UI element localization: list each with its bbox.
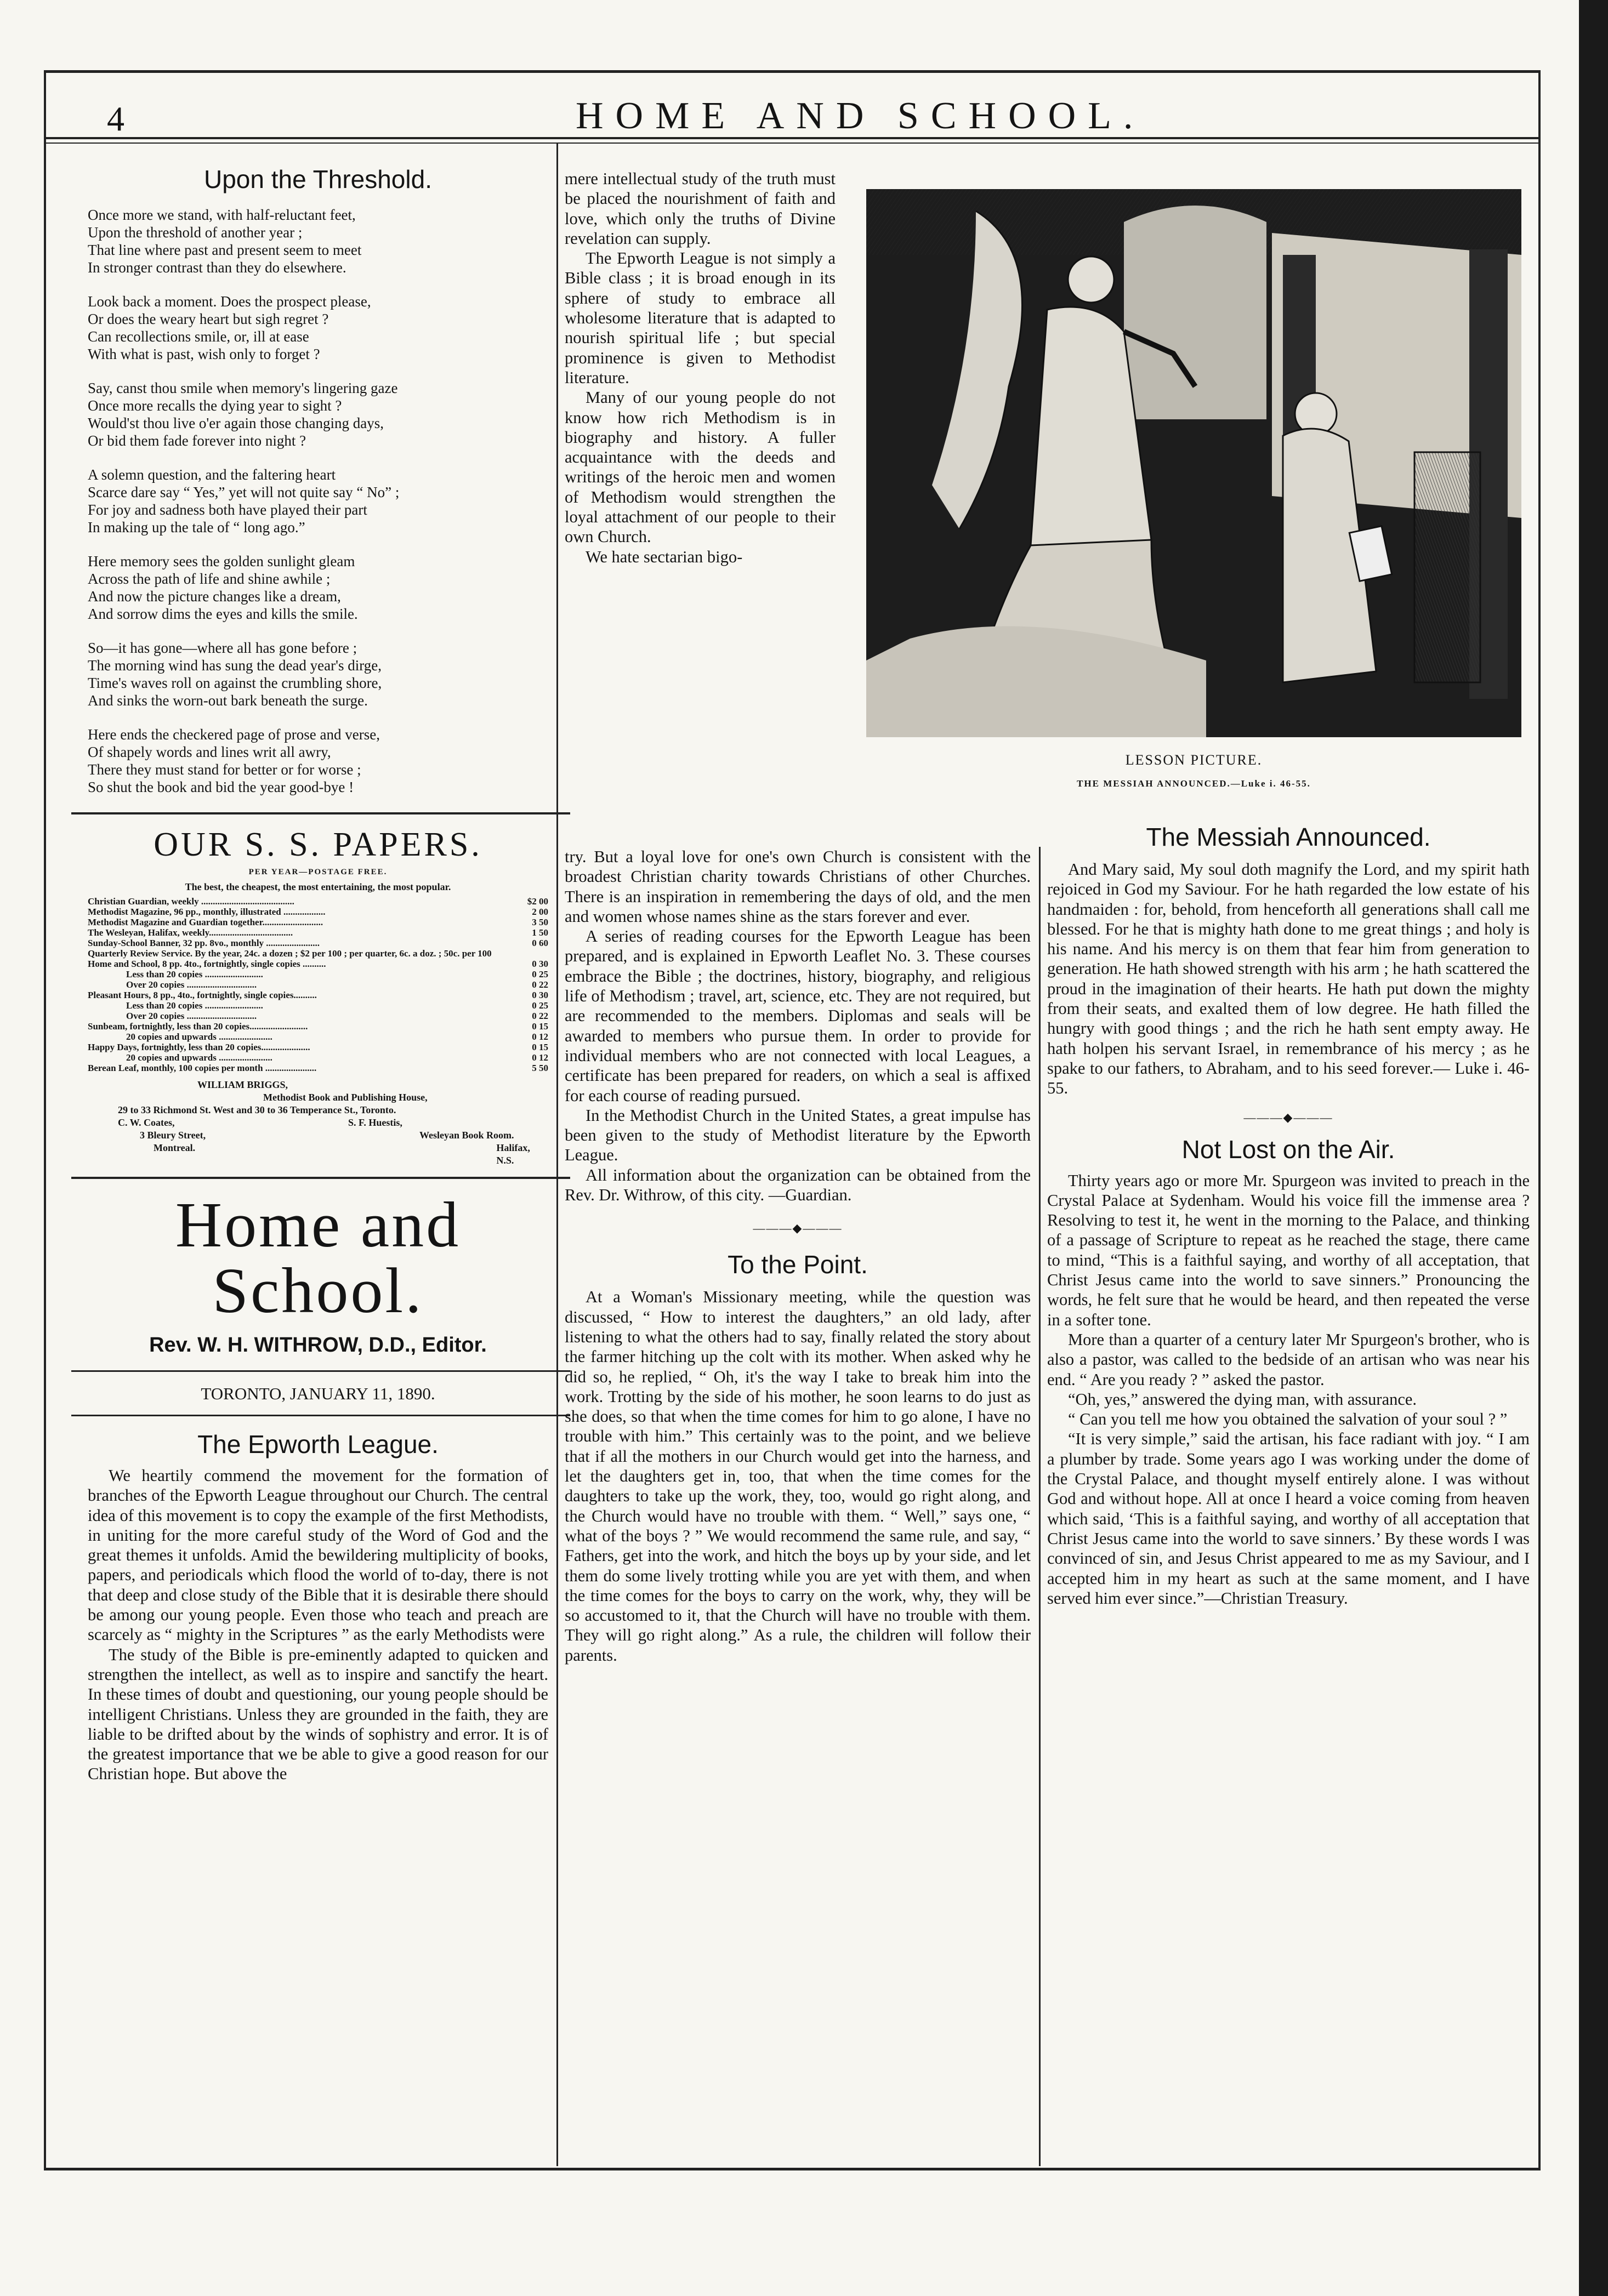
masthead-rule-bottom (71, 1415, 570, 1416)
paragraph: try. But a loyal love for one's own Church is consistent with the broadest Christian charity towards Christians of other Churches. There is an inspiration in remembering the days of old, and the men and women whose names shine as the stars forever and ever. (565, 847, 1031, 926)
price-row (88, 990, 548, 1000)
column-rule-1 (556, 144, 558, 2166)
price-row (88, 969, 548, 979)
price-row (88, 1011, 548, 1021)
column-1 (88, 164, 548, 1784)
masthead-rule-top (71, 1177, 570, 1179)
epworth-col2-narrow (565, 169, 836, 567)
paper-name: Pleasant Hours, 8 pp., 4to., fortnightly, single copies.......... (88, 990, 317, 1000)
paragraph: mere intellectual study of the truth must be placed the nourishment of faith and love, which only the truths of Divine revelation can supply. (565, 169, 836, 248)
price-row (88, 948, 548, 959)
poem-stanza (88, 206, 548, 276)
paper-name: Less than 20 copies ......................... (126, 969, 263, 979)
paragraph: We hate sectarian bigo- (586, 547, 743, 566)
paragraph: Many of our young people do not know how rich Methodism is in biography and history. A fuller acquaintance with the deeds and writings of the heroic men and women of Methodism would strengthen the loyal attachment of our people to their own Church. (565, 388, 836, 546)
section-divider: ———◆——— (753, 1221, 843, 1235)
price-row (88, 959, 548, 969)
poem-line: Here ends the checkered page of prose and verse, (88, 726, 380, 743)
publisher-name: WILLIAM BRIGGS, (197, 1079, 288, 1090)
column-2-lower (565, 847, 1031, 1665)
paper-price: 0 15 (532, 1042, 548, 1052)
price-row (88, 927, 548, 938)
agent-left-city: Montreal. (154, 1142, 196, 1153)
paper-price (515, 948, 548, 959)
paper-price: 0 25 (532, 969, 548, 979)
poem-stanza (88, 466, 548, 536)
agents-row-1 (88, 1116, 548, 1129)
paper-name: The Wesleyan, Halifax, weekly.................................... (88, 927, 293, 938)
publisher-address: 29 to 33 Richmond St. West and 30 to 36 Temperance St., Toronto. (118, 1104, 396, 1115)
left-border-rule (44, 70, 46, 2170)
not-lost-text (1047, 1171, 1530, 1609)
agent-right-city: Halifax, N.S. (496, 1142, 530, 1166)
top-border-rule (44, 70, 1541, 73)
papers-subtitle: PER YEAR—POSTAGE FREE. (248, 868, 388, 876)
paper-price: 0 30 (532, 959, 548, 969)
poem-stanza (88, 552, 548, 623)
bottom-border-rule (44, 2168, 1541, 2170)
price-row (88, 1042, 548, 1052)
newspaper-title: HOME AND SCHOOL. (576, 95, 1145, 137)
paper-name: Christian Guardian, weekly ........................................ (88, 896, 294, 907)
scan-edge-shadow (1579, 0, 1608, 2296)
paper-name: Sunbeam, fortnightly, less than 20 copies......................... (88, 1021, 308, 1032)
poem-line: And sorrow dims the eyes and kills the smile. (88, 606, 358, 622)
paper-price: 5 50 (532, 1063, 548, 1073)
messiah-text (1047, 859, 1530, 1098)
agent-right: S. F. Huestis, (348, 1117, 402, 1128)
paper-name: 20 copies and upwards ....................... (126, 1032, 272, 1042)
agent-right-address: Wesleyan Book Room. (419, 1130, 514, 1141)
poem-line: Across the path of life and shine awhile ; (88, 571, 331, 587)
paper-name: Over 20 copies .............................. (126, 979, 257, 990)
poem-line: With what is past, wish only to forget ? (88, 346, 320, 362)
to-the-point-text (565, 1287, 1031, 1665)
paper-name: Quarterly Review Service. By the year, 24c. a dozen ; $2 per 100 ; per quarter, 6c. a doz. ; 50c. per 100 (88, 948, 492, 959)
paper-name: Over 20 copies .............................. (126, 1011, 257, 1021)
price-row (88, 1032, 548, 1042)
poem-line: Time's waves roll on against the crumbling shore, (88, 675, 382, 691)
paragraph: “Oh, yes,” answered the dying man, with assurance. (1068, 1389, 1417, 1409)
header-rule-thin (44, 143, 1541, 144)
poem-line: Scarce dare say “ Yes,” yet will not quite say “ No” ; (88, 484, 400, 500)
poem-line: The morning wind has sung the dead year's dirge, (88, 657, 382, 674)
paper-price: 1 50 (532, 927, 548, 938)
paragraph: “ Can you tell me how you obtained the salvation of your soul ? ” (1068, 1410, 1508, 1429)
price-table (88, 896, 548, 1073)
column-3 (1047, 822, 1530, 1608)
paper-price: 2 00 (532, 907, 548, 917)
poem-line: Look back a moment. Does the prospect please, (88, 293, 371, 310)
poem-line: There they must stand for better or for worse ; (88, 761, 361, 778)
paper-name: Berean Leaf, monthly, 100 copies per month ...................... (88, 1063, 317, 1073)
poem-stanza (88, 293, 548, 363)
page-number: 4 (107, 99, 124, 138)
paper-name: Happy Days, fortnightly, less than 20 copies..................... (88, 1042, 310, 1052)
publisher-house: Methodist Book and Publishing House, (263, 1092, 428, 1103)
paper-price: 0 15 (532, 1021, 548, 1032)
publisher-block (88, 1079, 548, 1167)
paper-name: Methodist Magazine and Guardian together.......................... (88, 917, 323, 927)
poem-stanza (88, 639, 548, 709)
poem-line: For joy and sadness both have played their part (88, 502, 367, 518)
paragraph: “It is very simple,” said the artisan, his face radiant with joy. “ I am a plumber by trade. Some years ago I was working under the dome of the Crystal Palace, and thought myself entirely alone. I was without God and without hope. All at once I heard a voice coming from heaven which said, ‘This is a faithful saying, and worthy of all acceptation that Christ Jesus came into the world to save sinners.’ By these words I was convinced of sin, and Jesus Christ appeared to me as my Saviour, and I accepted him in my heart as such at the same moment, and I have served him ever since.”—Christian Treasury. (1047, 1429, 1530, 1608)
section-divider-2: ———◆——— (1243, 1110, 1333, 1124)
paper-price: 0 25 (532, 1000, 548, 1011)
poem-line: That line where past and present seem to meet (88, 242, 362, 258)
poem-stanza (88, 379, 548, 449)
poem-line: Or does the weary heart but sigh regret ? (88, 311, 329, 327)
paragraph: And Mary said, My soul doth magnify the Lord, and my spirit hath rejoiced in God my Saviour. For he hath regarded the low estate of his handmaiden : for, behold, from henceforth all generations shall call me blessed. For he that is mighty hath done to me great things ; and holy is his name. And his mercy is on them that fear him from generation to generation. He hath showed strength with his arm ; he hath scattered the proud in the imagination of their hearts. He hath put down the mighty from their seats, and exalted them of low degree. He hath filled the hungry with good things ; and the rich he hath sent empty away. He hath holpen his servant Israel, in remembrance of his mercy ; as he spake to our fathers, to Abraham, and to his seed forever.— Luke i. 46-55. (1047, 860, 1530, 1098)
price-row (88, 979, 548, 990)
paper-name: Home and School, 8 pp. 4to., fortnightly, single copies .......... (88, 959, 326, 969)
paragraph: We heartily commend the movement for the formation of branches of the Epworth League throughout our Church. The central idea of this movement is to copy the example of the first Methodists, in uniting for the more careful study of the Word of God and the great themes it unfolds. Amid the bewildering multiplicity of books, papers, and periodicals which flood the world of to-day, there is not that deep and close study of the Bible that it is desirable there should be among our young people. Even those who teach and preach are scarcely as “ mighty in the Scriptures ” as the early Methodists were (88, 1466, 548, 1644)
paragraph: At a Woman's Missionary meeting, while the question was discussed, “ How to interest the daughters,” an old lady, after listening to what the others had to say, finally related the story about the farmer hitching up the colt with its mother. When asked why he did so, he replied, “ Oh, it's the way I take to break him into the work. Trotting by the side of his mother, he soon learns to do just as she does, so that when the time comes for him to go alone, I have no trouble with him.” This certainly was to the point, and we believe that if all the mothers in our Church would get into the harness, and let the daughters get in, too, that when the time comes for the daughters to take up the work, they, too, would go right along, and the Church would have no trouble with them. “ Well,” says one, “ what of the boys ? ” We would recommend the same rule, and say, “ Fathers, get into the work, and hitch the boys up by your side, and let them do some lively trotting while you are yet with them, and when the time comes for the boys to carry on the work, why, they will be so accustomed to it, that the Church will have no trouble with them. They will go right along.” As a rule, the children will follow their parents. (565, 1287, 1031, 1665)
paper-name: 20 copies and upwards ....................... (126, 1052, 272, 1063)
epworth-title: The Epworth League. (197, 1430, 439, 1458)
price-row (88, 1021, 548, 1032)
paragraph: The study of the Bible is pre-eminently adapted to quicken and strengthen the intellect, as well as to inspire and sanctify the heart. In these times of doubt and questioning, our young people should be intelligent Christians. Unless they are grounded in the faith, they are liable to be drifted about by the winds of sophistry and error. It is of the greatest importance that we be able to give a good reason for our Christian hope. But above the (88, 1645, 548, 1784)
poem-title: Upon the Threshold. (204, 165, 432, 193)
paragraph: The Epworth League is not simply a Bible class ; it is broad enough in its sphere of study to embrace all wholesome literature that is adapted to nourish spiritual life ; but special prominence is given to Methodist literature. (565, 249, 836, 387)
epworth-col1-text (88, 1466, 548, 1784)
paper-price: 0 22 (532, 979, 548, 990)
annunciation-engraving (866, 189, 1521, 737)
poem-line: A solemn question, and the faltering heart (88, 466, 336, 483)
masthead-title: Home and School. (175, 1189, 461, 1326)
messiah-title: The Messiah Announced. (1146, 823, 1431, 851)
paper-price: 0 12 (532, 1032, 548, 1042)
poem-line: So shut the book and bid the year good-bye ! (88, 779, 354, 795)
paper-name: Less than 20 copies ......................... (126, 1000, 263, 1011)
agents-row-3 (88, 1142, 548, 1167)
paper-name: Sunday-School Banner, 32 pp. 8vo., monthly ....................... (88, 938, 320, 948)
not-lost-title: Not Lost on the Air. (1181, 1135, 1395, 1164)
paragraph: All information about the organization can be obtained from the Rev. Dr. Withrow, of this city. —Guardian. (565, 1165, 1031, 1205)
dateline: TORONTO, JANUARY 11, 1890. (201, 1384, 435, 1403)
column-rule-2 (1039, 847, 1041, 2166)
lesson-picture-caption: LESSON PICTURE. (1125, 752, 1263, 768)
poem-line: Would'st thou live o'er again those changing days, (88, 415, 384, 431)
agent-left: C. W. Coates, (118, 1117, 175, 1128)
paper-price: 0 30 (532, 990, 548, 1000)
poem-line: Or bid them fade forever into night ? (88, 432, 306, 449)
poem-line: And sinks the worn-out bark beneath the surge. (88, 692, 368, 709)
poem-body (88, 206, 548, 796)
paper-price: $2 00 (527, 896, 548, 907)
agent-left-address: 3 Bleury Street, (140, 1130, 206, 1141)
masthead-rule-mid (71, 1370, 570, 1372)
price-row (88, 907, 548, 917)
paper-price: 0 60 (532, 938, 548, 948)
poem-line: And now the picture changes like a dream, (88, 588, 341, 605)
poem-line: Say, canst thou smile when memory's lingering gaze (88, 380, 398, 396)
poem-line: Once more recalls the dying year to sight ? (88, 397, 342, 414)
price-row (88, 896, 548, 907)
price-row (88, 1000, 548, 1011)
poem-line: In making up the tale of “ long ago.” (88, 519, 305, 535)
price-row (88, 1052, 548, 1063)
lesson-picture (866, 189, 1521, 737)
lesson-picture-subcaption: THE MESSIAH ANNOUNCED.—Luke i. 46-55. (1077, 778, 1311, 789)
poem-line: Once more we stand, with half-reluctant feet, (88, 207, 356, 223)
epworth-col2-wide (565, 847, 1031, 1205)
masthead-editor: Rev. W. H. WITHROW, D.D., Editor. (149, 1334, 487, 1357)
to-the-point-title: To the Point. (728, 1250, 868, 1279)
papers-title: OUR S. S. PAPERS. (154, 826, 482, 863)
price-row (88, 917, 548, 927)
poem-line: Can recollections smile, or, ill at ease (88, 328, 309, 345)
paper-price: 3 50 (532, 917, 548, 927)
paragraph: In the Methodist Church in the United States, a great impulse has been given to the study of Methodist literature by the Epworth League. (565, 1106, 1031, 1165)
poem-line: Upon the threshold of another year ; (88, 224, 303, 241)
papers-tagline: The best, the cheapest, the most entertaining, the most popular. (185, 881, 451, 892)
right-border-rule (1538, 70, 1541, 2170)
poem-stanza (88, 726, 548, 796)
poem-line: Of shapely words and lines writ all awry, (88, 744, 331, 760)
paragraph: Thirty years ago or more Mr. Spurgeon was invited to preach in the Crystal Palace at Sydenham. Would his voice fill the immense area ? Resolving to test it, he went in the morning to the Palace, and thinking of a passage of Scripture to repeat as he reached the stage, there came to mind, “This is a faithful saying, and worthy of all acceptation, that Christ Jesus came into the world to save sinners.” Pronouncing the words, he felt sure that he would be heard, and then repeated the verse in a softer tone. (1047, 1171, 1530, 1329)
paragraph: More than a quarter of a century later Mr Spurgeon's brother, who is also a pastor, was called to the bedside of an artisan who was near his end. “ Are you ready ? ” asked the pastor. (1047, 1330, 1530, 1389)
paper-price: 0 12 (532, 1052, 548, 1063)
agents-row-2 (88, 1129, 548, 1142)
papers-rule-top (71, 812, 570, 814)
poem-line: Here memory sees the golden sunlight gleam (88, 553, 355, 569)
price-row (88, 1063, 548, 1073)
paper-price: 0 22 (532, 1011, 548, 1021)
paper-name: Methodist Magazine, 96 pp., monthly, illustrated .................. (88, 907, 326, 917)
poem-line: So—it has gone—where all has gone before ; (88, 640, 357, 656)
paragraph: A series of reading courses for the Epworth League has been prepared, and is explained in Epworth Leaflet No. 3. These courses embrace the Bible ; the doctrines, history, biography, and religious life of Methodism ; travel, art, science, etc. They are not required, but are recommended to the members. Diplomas and seals will be awarded to members who pursue them. In order to provide for individual members who are not connected with local Leagues, a certificate has been prepared for readers, on which a seal is affixed for each course of reading pursued. (565, 927, 1031, 1105)
price-row (88, 938, 548, 948)
poem-line: In stronger contrast than they do elsewhere. (88, 259, 346, 276)
